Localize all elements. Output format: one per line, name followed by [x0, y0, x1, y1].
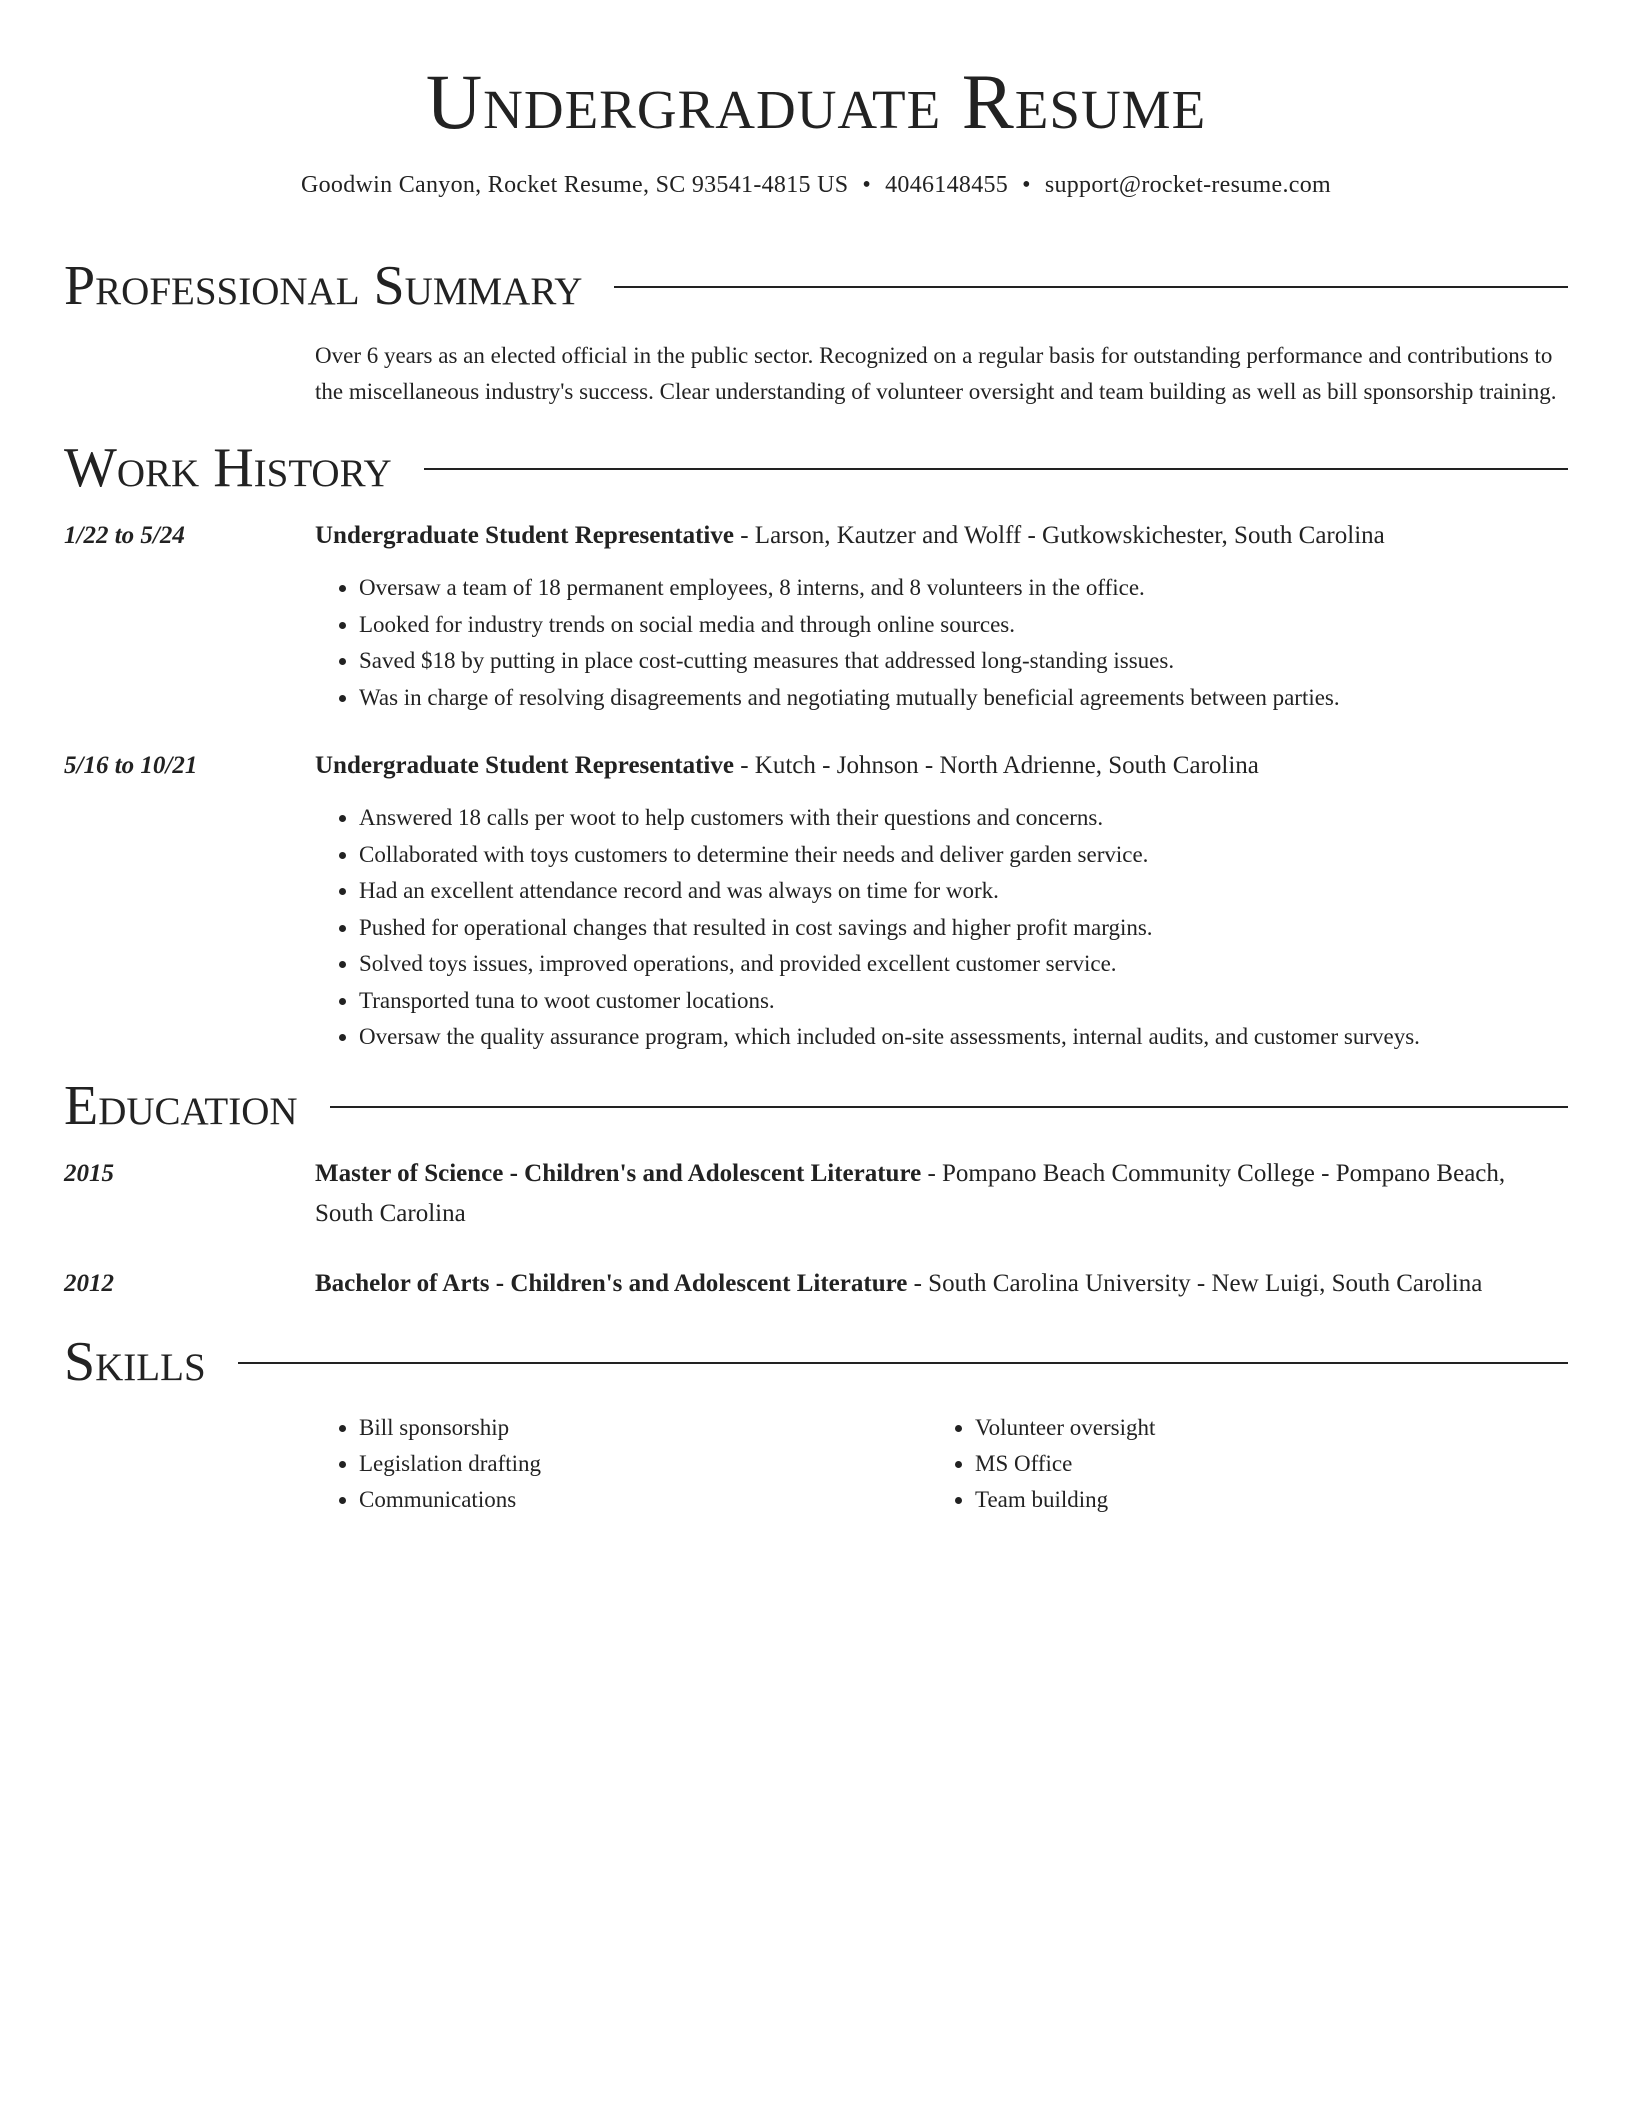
skill-item: • Communications	[359, 1482, 931, 1518]
job-heading	[315, 746, 1568, 786]
skill-item: • MS Office	[975, 1446, 1547, 1482]
education-year: 2012	[64, 1269, 114, 1297]
job-bullet: • Oversaw a team of 18 permanent employees, 8 interns, and 8 volunteers in the office.	[359, 570, 1568, 607]
section-divider	[238, 1362, 1568, 1364]
section-title-work-history: Work History	[64, 437, 392, 499]
job-bullet: • Pushed for operational changes that resulted in cost savings and higher profit margins.	[359, 910, 1568, 947]
skills-list	[315, 1410, 1568, 1518]
education-details: - South Carolina University - New Luigi, South Carolina	[907, 1269, 1483, 1297]
section-divider	[614, 286, 1568, 288]
resume-title: Undergraduate Resume	[425, 58, 1207, 145]
section-divider	[330, 1106, 1568, 1108]
summary-section	[64, 256, 1568, 410]
education-header	[64, 1076, 1568, 1136]
work-history-header	[64, 438, 1568, 498]
job-bullet: • Transported tuna to woot customer locations.	[359, 983, 1568, 1020]
education-details: - Pompano Beach Community College - Pompano Beach, South Carolina	[315, 1159, 1506, 1227]
job-body	[315, 516, 1568, 716]
skills-header	[64, 1332, 1568, 1392]
resume-page	[64, 0, 1568, 1518]
education-section	[64, 1076, 1568, 1304]
skill-item: • Legislation drafting	[359, 1446, 931, 1482]
job-dates: 5/16 to 10/21	[64, 752, 198, 779]
job-entry	[64, 516, 1568, 716]
contact-line	[64, 170, 1568, 200]
section-title-education: Education	[64, 1074, 298, 1137]
summary-text: Over 6 years as an elected official in the public sector. Recognized on a regular basis for outstanding performance and contributions to the miscellaneous industry's success. Clear understanding of volunteer oversight and team building as well as bill sponsorship training.	[315, 343, 1557, 404]
education-year: 2015	[64, 1159, 114, 1187]
job-bullet: • Solved toys issues, improved operations, and provided excellent customer service.	[359, 946, 1568, 983]
section-divider	[424, 468, 1568, 470]
work-history-section	[64, 438, 1568, 1056]
job-dates: 1/22 to 5/24	[64, 522, 185, 549]
job-bullets	[315, 800, 1568, 1056]
education-entry	[64, 1264, 1568, 1304]
section-title-summary: Professional Summary	[64, 255, 583, 317]
job-title: Undergraduate Student Representative	[315, 752, 734, 779]
job-bullet: • Had an excellent attendance record and was always on time for work.	[359, 873, 1568, 910]
education-body	[315, 1154, 1568, 1234]
contact-separator: •	[862, 172, 872, 198]
job-entry	[64, 746, 1568, 1056]
contact-separator: •	[1022, 172, 1031, 198]
education-entry	[64, 1154, 1568, 1234]
job-bullet: • Answered 18 calls per woot to help customers with their questions and concerns.	[359, 800, 1568, 837]
job-bullets	[315, 570, 1568, 716]
education-degree: Bachelor of Arts - Children's and Adolescent Literature	[315, 1269, 908, 1297]
job-details: - Larson, Kautzer and Wolff - Gutkowskichester, South Carolina	[733, 522, 1385, 549]
job-bullet: • Saved $18 by putting in place cost-cutting measures that addressed long-standing issues.	[359, 643, 1568, 680]
skill-item: • Bill sponsorship	[359, 1410, 931, 1446]
job-title: Undergraduate Student Representative	[315, 522, 734, 549]
education-degree: Master of Science - Children's and Adolescent Literature	[315, 1159, 922, 1187]
job-bullet: • Oversaw the quality assurance program, which included on-site assessments, internal audits, and customer surveys.	[359, 1019, 1568, 1056]
section-title-skills: Skills	[64, 1330, 206, 1393]
job-bullet: • Collaborated with toys customers to determine their needs and deliver garden service.	[359, 837, 1568, 874]
job-details: - Kutch - Johnson - North Adrienne, South Carolina	[733, 752, 1259, 779]
skills-column-right	[931, 1410, 1547, 1518]
education-body	[315, 1264, 1568, 1304]
job-body	[315, 746, 1568, 1056]
job-heading	[315, 516, 1568, 556]
skill-item: • Team building	[975, 1482, 1547, 1518]
skill-item: • Volunteer oversight	[975, 1410, 1547, 1446]
contact-address: Goodwin Canyon, Rocket Resume, SC 93541-4815 US	[300, 172, 849, 198]
skills-column-left	[315, 1410, 931, 1518]
summary-header	[64, 256, 1568, 316]
job-bullet: • Was in charge of resolving disagreements and negotiating mutually beneficial agreements between parties.	[359, 680, 1568, 717]
job-bullet: • Looked for industry trends on social media and through online sources.	[359, 607, 1568, 644]
contact-email: support@rocket-resume.com	[1044, 172, 1331, 198]
skills-section	[64, 1332, 1568, 1518]
contact-phone: 4046148455	[885, 172, 1009, 198]
